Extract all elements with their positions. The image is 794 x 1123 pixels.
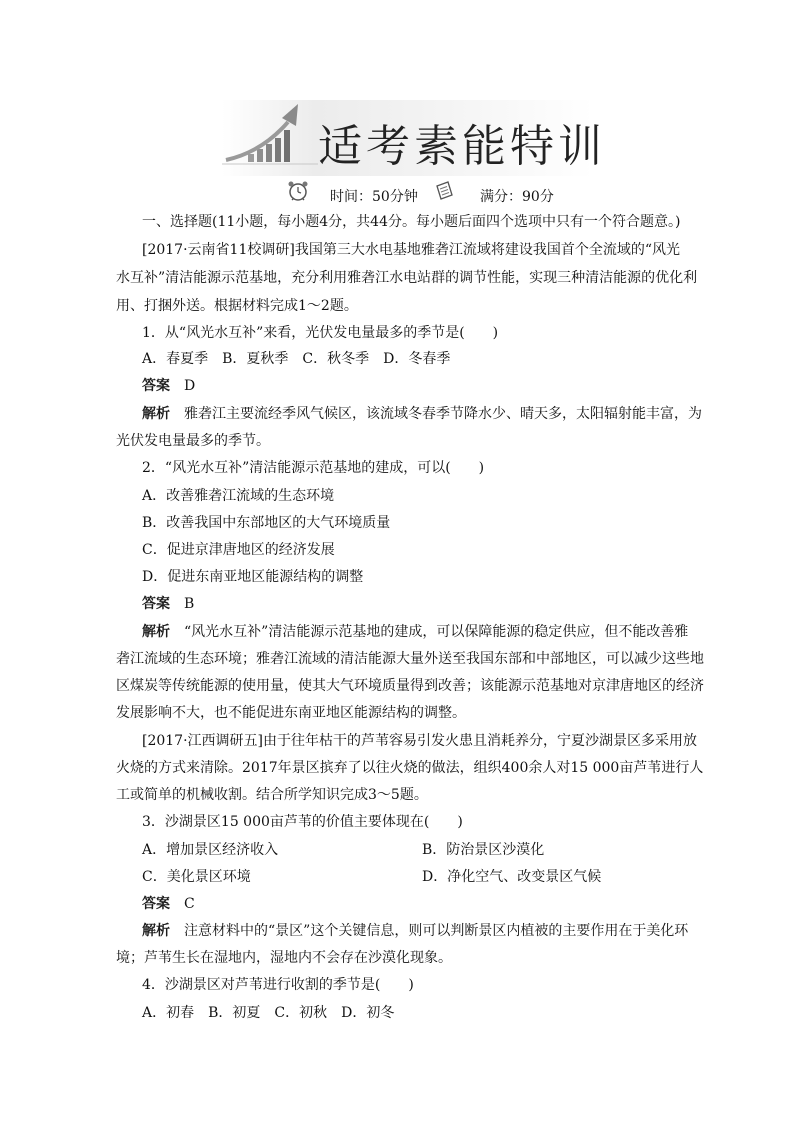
analysis-text: 注意材料中的“景区”这个关键信息，则可以判断景区内植被的主要作用在于美化环 (184, 923, 689, 939)
q3-answer (142, 894, 195, 914)
answer-label: 答案 (142, 596, 170, 612)
section-heading: 一、选择题(11小题，每小题4分，共44分。每小题后面四个选项中只有一个符合题意。) (142, 214, 681, 230)
answer-value: B (184, 596, 195, 612)
material-2-line-3: 工或简单的机械收割。结合所学知识完成3～5题。 (116, 787, 428, 803)
q2-analysis-line-1 (142, 622, 688, 642)
answer-value: D (184, 378, 196, 394)
paper-icon (433, 180, 455, 202)
q2-option-b: B．改善我国中东部地区的大气环境质量 (142, 515, 391, 531)
analysis-text: 雅砻江主要流经季风气候区，该流域冬春季节降水少、晴天多，太阳辐射能丰富，为 (184, 406, 702, 422)
answer-value: C (184, 896, 195, 912)
q1-analysis-line-1 (142, 404, 702, 424)
material-2-line-2: 火烧的方式来清除。2017年景区摈弃了以往火烧的做法，组织400余人对15 000亩芦苇进行人 (116, 760, 704, 776)
full-score: 满分：90分 (480, 189, 554, 205)
answer-label: 答案 (142, 896, 170, 912)
q4-stem: 4．沙湖景区对芦苇进行收割的季节是( ) (142, 977, 414, 993)
q2-analysis-line-4: 发展影响不大，也不能促进东南亚地区能源结构的调整。 (116, 705, 466, 721)
q1-answer (142, 376, 195, 396)
q1-stem: 1．从“风光水互补”来看，光伏发电量最多的季节是( ) (142, 325, 499, 341)
time-limit: 时间：50分钟 (330, 189, 418, 205)
q1-analysis-line-2: 光伏发电量最多的季节。 (116, 433, 270, 449)
q3-stem: 3．沙湖景区15 000亩芦苇的价值主要体现在( ) (142, 814, 463, 830)
material-1-line-2: 水互补”清洁能源示范基地，充分利用雅砻江水电站群的调节性能，实现三种清洁能源的优化利 (116, 270, 698, 286)
q4-options: A．初春 B．初夏 C．初秋 D．初冬 (142, 1005, 395, 1021)
q2-option-d: D．促进东南亚地区能源结构的调整 (142, 569, 364, 585)
alarm-clock-icon (286, 180, 310, 202)
q3-option-a: A．增加景区经济收入 (142, 842, 279, 858)
q2-stem: 2．“风光水互补”清洁能源示范基地的建成，可以( ) (142, 460, 485, 476)
page-title: 适考素能特训 (318, 121, 606, 172)
q3-option-d: D．净化空气、改变景区气候 (422, 869, 602, 885)
q3-option-c: C．美化景区环境 (142, 869, 251, 885)
material-1-line-1: [2017·云南省11校调研]我国第三大水电基地雅砻江流域将建设我国首个全流域的“风光 (142, 242, 680, 258)
q3-analysis-line-2: 境；芦苇生长在湿地内，湿地内不会存在沙漠化现象。 (116, 950, 452, 966)
q3-option-b: B．防治景区沙漠化 (422, 842, 545, 858)
q3-analysis-line-1 (142, 921, 688, 941)
q2-option-c: C．促进京津唐地区的经济发展 (142, 542, 335, 558)
material-2-line-1: [2017·江西调研五]由于往年枯干的芦苇容易引发火患且消耗养分，宁夏沙湖景区多采用放 (142, 733, 698, 749)
q2-option-a: A．改善雅砻江流域的生态环境 (142, 488, 335, 504)
material-1-line-3: 用、打捆外送。根据材料完成1～2题。 (116, 298, 358, 314)
analysis-label: 解析 (142, 923, 170, 939)
analysis-text: “风光水互补”清洁能源示范基地的建成，可以保障能源的稳定供应，但不能改善雅 (184, 624, 689, 640)
analysis-label: 解析 (142, 624, 170, 640)
q2-answer (142, 594, 194, 614)
header-banner (222, 100, 606, 176)
q1-options: A．春夏季 B．夏秋季 C．秋冬季 D．冬春季 (142, 351, 451, 367)
q2-analysis-line-3: 区煤炭等传统能源的使用量，使其大气环境质量得到改善；该能源示范基地对京津唐地区的经济 (116, 678, 704, 694)
exam-meta (0, 180, 794, 210)
q2-analysis-line-2: 砻江流域的生态环境；雅砻江流域的清洁能源大量外送至我国东部和中部地区，可以减少这些地 (116, 651, 704, 667)
analysis-label: 解析 (142, 406, 170, 422)
answer-label: 答案 (142, 378, 170, 394)
